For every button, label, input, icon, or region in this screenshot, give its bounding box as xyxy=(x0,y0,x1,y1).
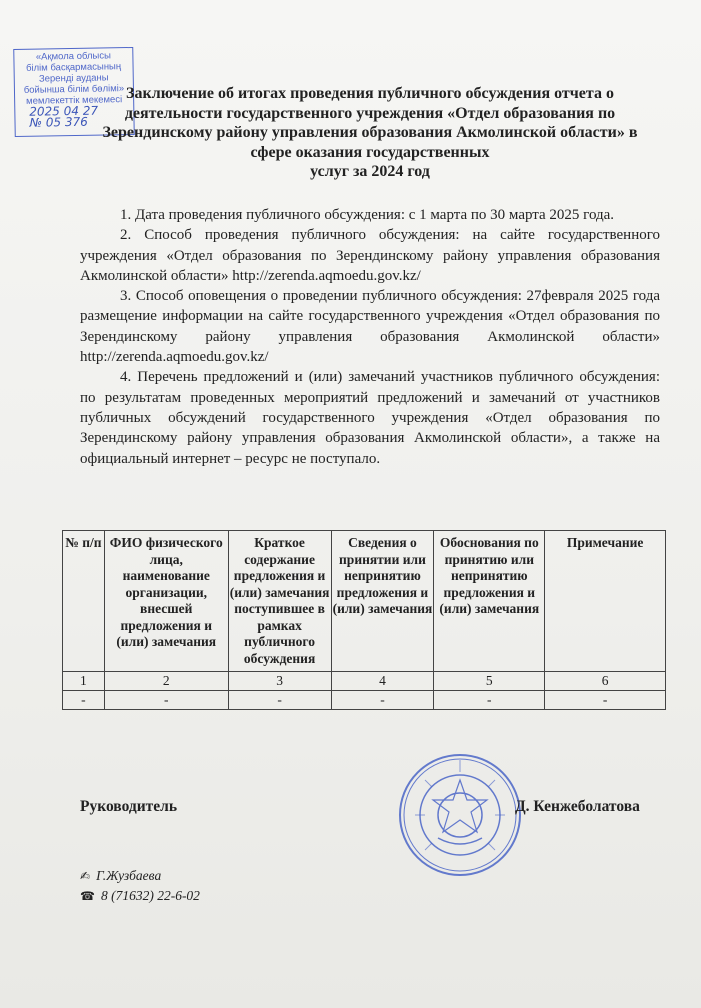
phone-line xyxy=(80,886,200,906)
paragraph-1: 1. Дата проведения публичного обсуждения: с 1 марта по 30 марта 2025 года. xyxy=(120,207,615,223)
title-line: услуг за 2024 год xyxy=(310,163,430,180)
table-cell: 4 xyxy=(331,672,434,691)
table-cell: 5 xyxy=(434,672,545,691)
table-cell: - xyxy=(104,691,228,710)
table-cell: - xyxy=(228,691,331,710)
header-submitter: ФИО физического лица, наименование организации, внесшей предложения и (или) замечания xyxy=(104,531,228,672)
header-note: Примечание xyxy=(545,531,666,672)
table-row xyxy=(63,672,666,691)
stamp-number: № 05 376 xyxy=(29,114,88,130)
table-cell: 1 xyxy=(63,672,105,691)
document-title xyxy=(70,84,670,182)
stamp-line: білім басқармасының xyxy=(25,61,122,74)
stamp-line: «Ақмола облысы xyxy=(35,50,112,63)
phone-icon: ☎ xyxy=(80,889,95,903)
table-cell: - xyxy=(331,691,434,710)
table-cell: - xyxy=(63,691,105,710)
header-justification: Обоснования по принятию или непринятию предложения и (или) замечания xyxy=(434,531,545,672)
contacts-block xyxy=(80,866,200,906)
document-body xyxy=(80,205,660,469)
table-cell: - xyxy=(434,691,545,710)
official-seal xyxy=(395,750,525,880)
paragraph-3: 3. Способ оповещения о проведении публичного обсуждения: 27февраля 2025 года размещение информации на сайте государственного учреждения «Отдел образования по Зерендинскому району управления образования Акмолинской области» http://zerenda.aqmoedu.gov.kz/ xyxy=(80,288,660,366)
pencil-icon: ✍ xyxy=(80,869,91,883)
title-line: Зерендинскому району управления образования Акмолинской области» в xyxy=(102,124,638,141)
signature-name: Д. Кенжеболатова xyxy=(515,798,640,815)
table-cell: 3 xyxy=(228,672,331,691)
header-acceptance: Сведения о принятии или непринятию предложения и (или) замечания xyxy=(331,531,434,672)
title-line: сфере оказания государственных xyxy=(250,143,490,161)
paragraph-4: 4. Перечень предложений и (или) замечаний участников публичного обсуждения: по результатам проведенных мероприятий предложений и замечаний от участников публичных обсуждений государственного учреждения «Отдел образования по Зерендинскому району управления образования Акмолинской области», а также на официальный интернет – ресурс не поступало. xyxy=(80,369,660,467)
title-line: деятельности государственного учреждения «Отдел образования по xyxy=(124,104,616,122)
header-number: № п/п xyxy=(63,531,105,672)
table-header-row xyxy=(63,531,666,672)
table-cell: - xyxy=(545,691,666,710)
paragraph-2: 2. Способ проведения публичного обсуждения: на сайте государственного учреждения «Отдел образования по Зерендинскому району управления образования Акмолинской области» http://zerenda.aqmoedu.gov.kz/ xyxy=(80,227,660,284)
executor-name: Г.Жузбаева xyxy=(96,868,162,883)
stamp-line: бойынша білім бөлімі» xyxy=(23,83,125,96)
stamp-date: 2025 04 27 xyxy=(29,103,99,119)
table-row xyxy=(63,691,666,710)
signature-role: Руководитель xyxy=(80,798,178,815)
header-summary: Краткое содержание предложения и (или) замечания поступившее в рамках публичного обсуждения xyxy=(228,531,331,672)
title-line: Заключение об итогах проведения публичного обсуждения отчета о xyxy=(126,85,614,102)
proposals-table xyxy=(62,530,666,710)
table-cell: 6 xyxy=(545,672,666,691)
stamp-line: мемлекеттік мекемесі xyxy=(26,94,123,107)
phone-number: 8 (71632) 22-6-02 xyxy=(100,888,200,903)
table-cell: 2 xyxy=(104,672,228,691)
stamp-line: Зеренді ауданы xyxy=(38,72,109,85)
executor-line xyxy=(80,866,200,886)
